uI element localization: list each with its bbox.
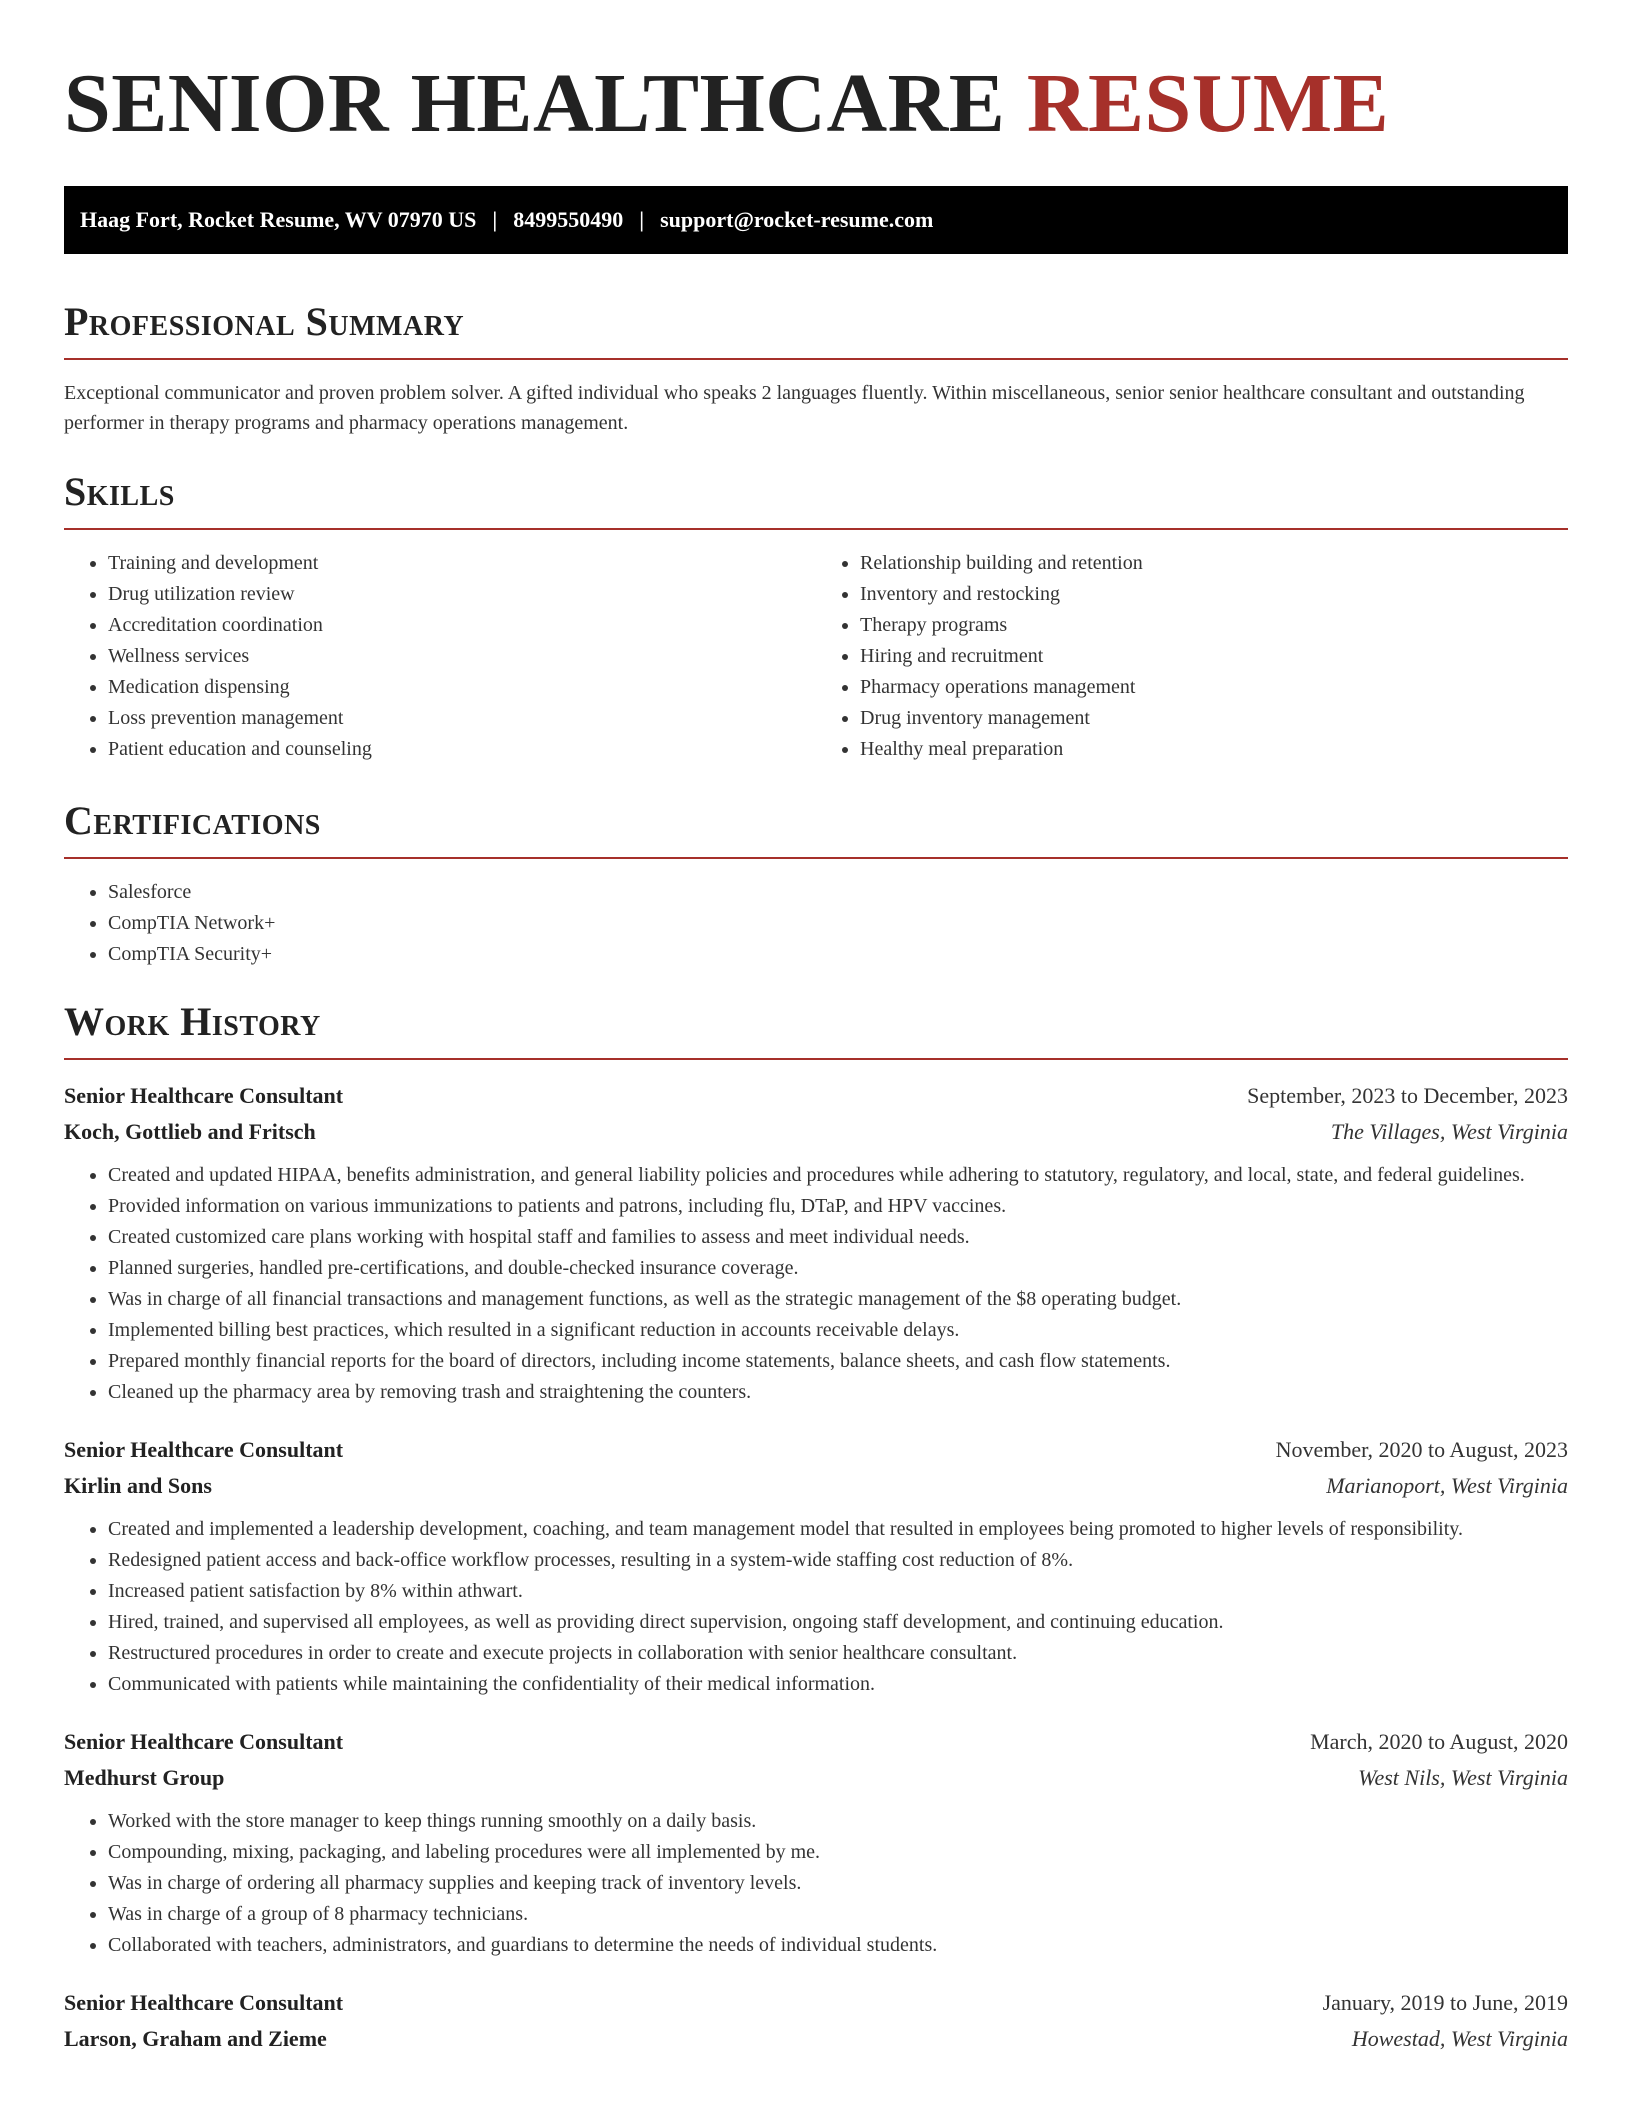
skill-item: • Drug inventory management (860, 703, 1568, 734)
skill-item: • Loss prevention management (108, 703, 816, 734)
job-company: Medhurst Group (64, 1765, 225, 1790)
certification-item: • Salesforce (108, 877, 1568, 908)
job-location: The Villages, West Virginia (1330, 1119, 1568, 1144)
job-company: Larson, Graham and Zieme (64, 2026, 327, 2051)
skills-section (64, 468, 1568, 765)
summary-text: Exceptional communicator and proven problem solver. A gifted individual who speaks 2 languages fluently. Within miscellaneous, senior senior healthcare consultant and outstanding performer in therapy programs and pharmacy operations management. (64, 382, 1525, 434)
job-employer-row (64, 1468, 1568, 1504)
work-history-heading: Work History (64, 998, 1568, 1060)
work-history-section (64, 998, 1568, 2057)
skill-item: • Therapy programs (860, 610, 1568, 641)
resume-title-accent: RESUME (1026, 57, 1390, 150)
job-header-row (64, 1078, 1568, 1114)
skill-item: • Accreditation coordination (108, 610, 816, 641)
job-employer-row (64, 1760, 1568, 1796)
job-title: Senior Healthcare Consultant (64, 1437, 344, 1462)
job-entry (64, 1985, 1568, 2057)
skill-item: • Drug utilization review (108, 579, 816, 610)
job-duty-item: • Redesigned patient access and back-office workflow processes, resulting in a system-wide staffing cost reduction of 8%. (108, 1545, 1568, 1576)
skill-item: • Relationship building and retention (860, 548, 1568, 579)
job-dates: January, 2019 to June, 2019 (1322, 1990, 1568, 2015)
certifications-section (64, 797, 1568, 970)
job-location: Marianoport, West Virginia (1326, 1473, 1568, 1498)
job-duty-item: • Communicated with patients while maintaining the confidentiality of their medical information. (108, 1669, 1568, 1700)
job-duty-item: • Collaborated with teachers, administrators, and guardians to determine the needs of individual students. (108, 1930, 1568, 1961)
job-duty-item: • Implemented billing best practices, which resulted in a significant reduction in accounts receivable delays. (108, 1315, 1568, 1346)
certification-item: • CompTIA Security+ (108, 939, 1568, 970)
job-title: Senior Healthcare Consultant (64, 1729, 344, 1754)
job-dates: March, 2020 to August, 2020 (1310, 1729, 1568, 1754)
contact-separator: | (492, 207, 498, 232)
skill-item: • Hiring and recruitment (860, 641, 1568, 672)
contact-email: support@rocket-resume.com (660, 207, 934, 232)
job-header-row (64, 1724, 1568, 1760)
job-duty-item: • Restructured procedures in order to create and execute projects in collaboration with senior healthcare consultant. (108, 1638, 1568, 1669)
job-duties-list (64, 1514, 1568, 1700)
job-duty-item: • Provided information on various immunizations to patients and patrons, including flu, DTaP, and HPV vaccines. (108, 1191, 1568, 1222)
job-duty-item: • Was in charge of ordering all pharmacy supplies and keeping track of inventory levels. (108, 1868, 1568, 1899)
contact-bar (64, 186, 1568, 254)
job-location: Howestad, West Virginia (1351, 2026, 1568, 2051)
job-title: Senior Healthcare Consultant (64, 1990, 344, 2015)
resume-title (64, 56, 1568, 152)
job-duty-item: • Created and implemented a leadership development, coaching, and team management model that resulted in employees being promoted to higher levels of responsibility. (108, 1514, 1568, 1545)
job-duty-item: • Cleaned up the pharmacy area by removing trash and straightening the counters. (108, 1377, 1568, 1408)
job-duties-list (64, 1806, 1568, 1961)
job-title: Senior Healthcare Consultant (64, 1083, 344, 1108)
job-header-row (64, 1432, 1568, 1468)
job-duty-item: • Was in charge of all financial transactions and management functions, as well as the strategic management of the $8 operating budget. (108, 1284, 1568, 1315)
job-entry (64, 1432, 1568, 1700)
job-employer-row (64, 2021, 1568, 2057)
job-employer-row (64, 1114, 1568, 1150)
job-header-row (64, 1985, 1568, 2021)
skills-columns (64, 548, 1568, 765)
job-entry (64, 1724, 1568, 1961)
certifications-list (64, 877, 1568, 970)
contact-address: Haag Fort, Rocket Resume, WV 07970 US (80, 207, 477, 232)
contact-separator: | (639, 207, 645, 232)
summary-section (64, 298, 1568, 438)
job-location: West Nils, West Virginia (1358, 1765, 1568, 1790)
skill-item: • Pharmacy operations management (860, 672, 1568, 703)
skill-item: • Medication dispensing (108, 672, 816, 703)
job-duty-item: • Created and updated HIPAA, benefits administration, and general liability policies and procedures while adhering to statutory, regulatory, and local, state, and federal guidelines. (108, 1160, 1568, 1191)
skill-item: • Training and development (108, 548, 816, 579)
job-company: Koch, Gottlieb and Fritsch (64, 1119, 316, 1144)
job-company: Kirlin and Sons (64, 1473, 212, 1498)
job-duty-item: • Worked with the store manager to keep things running smoothly on a daily basis. (108, 1806, 1568, 1837)
summary-heading: Professional Summary (64, 298, 1568, 360)
job-duty-item: • Prepared monthly financial reports for the board of directors, including income statements, balance sheets, and cash flow statements. (108, 1346, 1568, 1377)
job-duty-item: • Hired, trained, and supervised all employees, as well as providing direct supervision, ongoing staff development, and continuing education. (108, 1607, 1568, 1638)
job-duty-item: • Increased patient satisfaction by 8% within athwart. (108, 1576, 1568, 1607)
skill-item: • Healthy meal preparation (860, 734, 1568, 765)
job-duties-list (64, 1160, 1568, 1408)
job-duty-item: • Planned surgeries, handled pre-certifications, and double-checked insurance coverage. (108, 1253, 1568, 1284)
skills-list-right (816, 548, 1568, 765)
skills-list-left (64, 548, 816, 765)
job-list (64, 1078, 1568, 2057)
job-dates: November, 2020 to August, 2023 (1275, 1437, 1568, 1462)
contact-phone: 8499550490 (513, 207, 624, 232)
job-duty-item: • Was in charge of a group of 8 pharmacy technicians. (108, 1899, 1568, 1930)
resume-title-main: SENIOR HEALTHCARE (64, 57, 1006, 150)
skill-item: • Inventory and restocking (860, 579, 1568, 610)
job-entry (64, 1078, 1568, 1408)
certifications-heading: Certifications (64, 797, 1568, 859)
certification-item: • CompTIA Network+ (108, 908, 1568, 939)
job-duty-item: • Compounding, mixing, packaging, and labeling procedures were all implemented by me. (108, 1837, 1568, 1868)
skill-item: • Wellness services (108, 641, 816, 672)
skill-item: • Patient education and counseling (108, 734, 816, 765)
skills-heading: Skills (64, 468, 1568, 530)
job-dates: September, 2023 to December, 2023 (1247, 1083, 1568, 1108)
job-duty-item: • Created customized care plans working with hospital staff and families to assess and meet individual needs. (108, 1222, 1568, 1253)
